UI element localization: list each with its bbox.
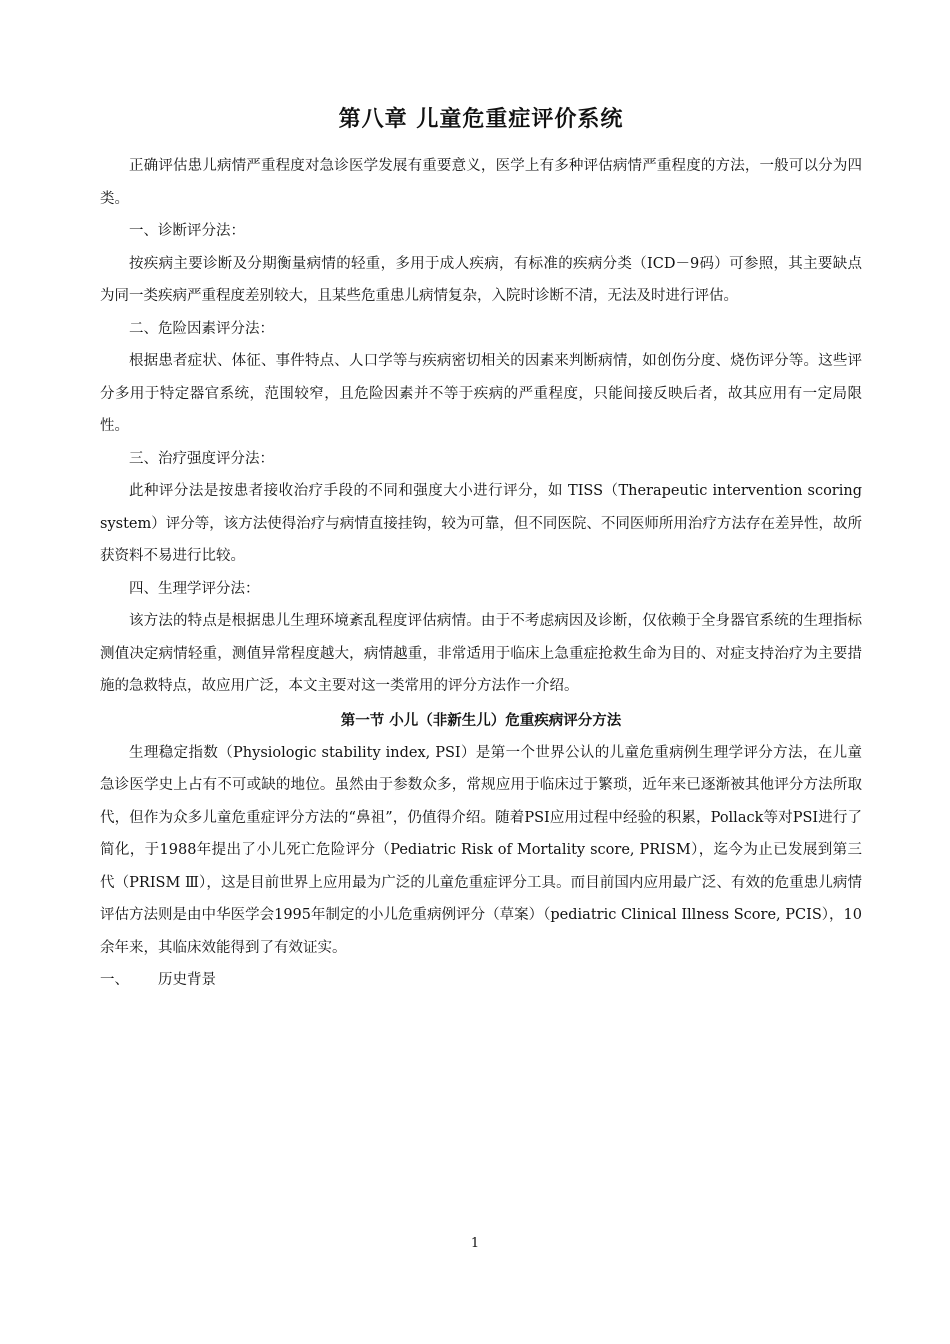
method-text-1: 按疾病主要诊断及分期衡量病情的轻重，多用于成人疾病，有标准的疾病分类（ICD－9码）可参照，其主要缺点为同一类疾病严重程度差别较大，且某些危重患儿病情复杂，入院时诊断不清，无法及时进行评估。 <box>100 255 862 304</box>
subheading-number: 一、 <box>100 972 129 988</box>
intro-paragraph: 正确评估患儿病情严重程度对急诊医学发展有重要意义，医学上有多种评估病情严重程度的方法，一般可以分为四类。 <box>100 158 862 207</box>
section-paragraph: 生理稳定指数（Physiologic stability index, PSI）是第一个世界公认的儿童危重病例生理学评分方法，在儿童急诊医学史上占有不可或缺的地位。虽然由于参数众多，常规应用于临床过于繁琐，近年来已逐渐被其他评分方法所取代，但作为众多儿童危重症评分方法的“鼻祖”，仍值得介绍。随着PSI应用过程中经验的积累，Pollack等对PSI进行了简化，于1988年提出了小儿死亡危险评分（Pediatric Risk of Mortality score, PRISM），迄今为止已发展到第三代（PRISM Ⅲ），这是目前世界上应用最为广泛的儿童危重症评分工具。而目前国内应用最广泛、有效的危重患儿病情评估方法则是由中华医学会1995年制定的小儿危重病例评分（草案）（pediatric Clinical Illness Score, PCIS），10余年来，其临床效能得到了有效证实。 <box>100 744 862 956</box>
method-text-3: 此种评分法是按患者接收治疗手段的不同和强度大小进行评分，如 TISS（Therapeutic intervention scoring system）评分等，该方法使得治疗与病情直接挂钩，较为可靠，但不同医院、不同医师所用治疗方法存在差异性，故所获资料不易进行比较。 <box>100 483 862 564</box>
page-number: 1 <box>470 1236 480 1251</box>
history-subheading <box>100 964 862 997</box>
document-page <box>100 100 862 997</box>
method-heading-2: 二、危险因素评分法： <box>129 320 274 337</box>
method-text-4: 该方法的特点是根据患儿生理环境紊乱程度评估病情。由于不考虑病因及诊断，仅依赖于全身器官系统的生理指标测值决定病情轻重，测值异常程度越大，病情越重，非常适用于临床上急重症抢救生命为目的、对症支持治疗为主要措施的急救特点，故应用广泛，本文主要对这一类常用的评分方法作一介绍。 <box>100 613 862 694</box>
section-title: 第一节 小儿（非新生儿）危重疾病评分方法 <box>340 712 622 729</box>
method-heading-1: 一、诊断评分法： <box>129 223 245 239</box>
chapter-title: 第八章 儿童危重症评价系统 <box>338 107 624 132</box>
method-heading-3: 三、治疗强度评分法： <box>129 450 274 467</box>
method-heading-4: 四、生理学评分法： <box>129 580 260 597</box>
subheading-text: 历史背景 <box>158 972 216 988</box>
method-text-2: 根据患者症状、体征、事件特点、人口学等与疾病密切相关的因素来判断病情，如创伤分度、烧伤评分等。这些评分多用于特定器官系统，范围较窄，且危险因素并不等于疾病的严重程度，只能间接反映后者，故其应用有一定局限性。 <box>100 353 862 434</box>
